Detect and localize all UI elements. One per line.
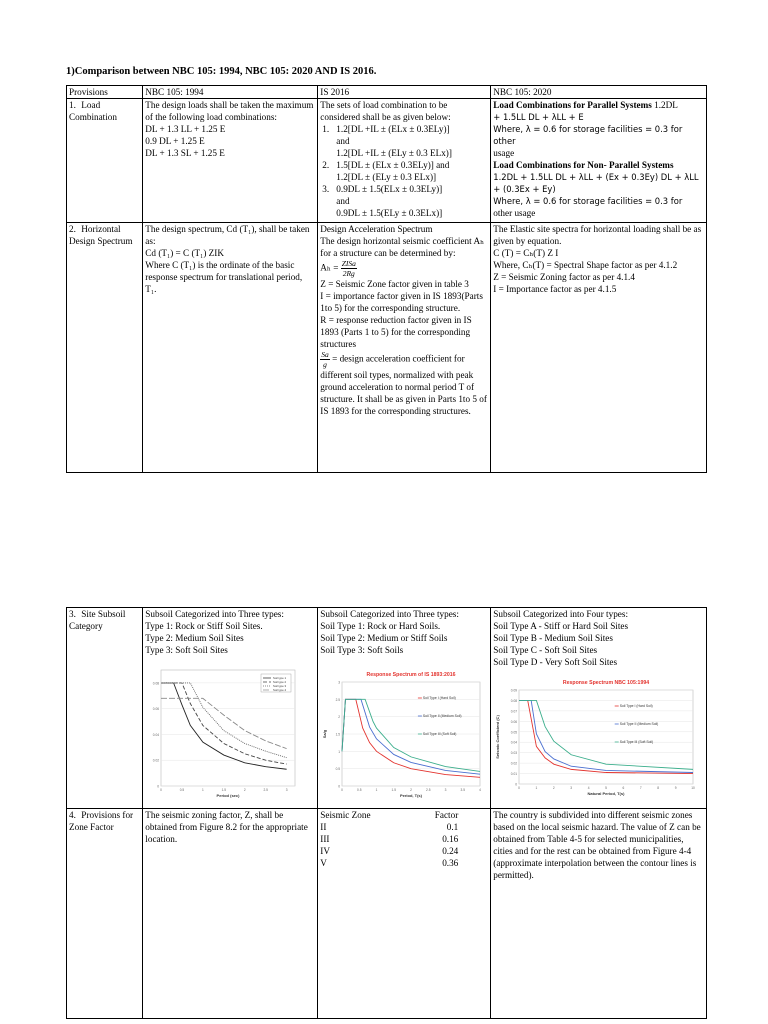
table-row-horizontal-design-spectrum (67, 223, 707, 473)
x-tick-label: 4 (587, 786, 590, 790)
zone-header-row (320, 809, 488, 821)
text-line: Subsoil Categorized into Three types: (320, 609, 459, 619)
x-tick-label: 10 (691, 786, 696, 790)
header-is-2016: IS 2016 (318, 86, 491, 99)
load-combo: 0.9 DL + 1.25 E (145, 136, 205, 146)
y-tick-label: 0 (157, 784, 160, 789)
parallel-systems-rest: 1.2DL (651, 100, 678, 110)
chart-title: Response Spectrum of IS 1893:2016 (366, 672, 456, 678)
parallel-where: Where, λ = 0.6 for storage facilities = 0.3 for other (493, 124, 683, 146)
comparison-table-part-1 (66, 85, 707, 473)
x-tick-label: 2 (553, 786, 555, 790)
y-tick-label: 0 (515, 782, 518, 787)
list-line: 1.2[DL ± (ELy ± 0.3 ELx)] (336, 172, 437, 182)
y-tick-label: 0.06 (153, 707, 160, 712)
load-combo: DL + 1.3 SL + 1.25 E (145, 148, 225, 158)
list-line: 0.9DL ± 1.5(ELy ± 0.3ELx)] (336, 208, 443, 218)
nbc-1994-intro: The design loads shall be taken the maximum of the following load combinations: (145, 100, 314, 122)
table-header-row (67, 86, 707, 99)
x-tick-label: 1.5 (391, 788, 397, 792)
y-tick-label: 0.03 (511, 751, 518, 756)
provision-cell (67, 809, 143, 1019)
text-line: I = Importance factor as per 4.1.5 (493, 284, 617, 294)
x-tick-label: 9 (674, 786, 677, 790)
x-tick-label: 2 (410, 788, 413, 792)
y-tick-label: 0.02 (511, 761, 518, 766)
parallel-usage: usage (493, 148, 515, 158)
header-nbc-1994: NBC 105: 1994 (143, 86, 318, 99)
y-tick-label: 0.07 (511, 709, 518, 714)
x-tick-label: 5 (605, 786, 608, 790)
y-tick-label: 0.09 (511, 688, 518, 693)
x-tick-label: 4 (479, 788, 482, 792)
text-line: Where, Cₕ(T) = Spectral Shape factor as per 4.1.2 (493, 260, 678, 270)
x-tick-label: 2.5 (426, 788, 431, 792)
provision-number: 1. (69, 100, 76, 110)
list-item (320, 159, 488, 183)
text-line: Subsoil Categorized into Three types: (145, 609, 284, 619)
y-tick-label: 0.05 (511, 730, 518, 735)
x-tick-label: 1 (375, 788, 378, 792)
y-tick-label: 0.08 (153, 681, 160, 686)
x-tick-label: 1.5 (221, 788, 227, 792)
nbc-1994-cell: The seismic zoning factor, Z, shall be obtained from Figure 8.2 for the appropriate location. (143, 809, 318, 1019)
zone-row (320, 833, 488, 845)
load-combo: DL + 1.3 LL + 1.25 E (145, 124, 226, 134)
nbc-1994-cell (143, 608, 318, 809)
provision-number: 3. (69, 609, 76, 619)
x-tick-label: 6 (622, 786, 625, 790)
text-line: Soil Type C - Soft Soil Sites (493, 645, 598, 655)
text-line: C (T) = Cₕ(T) Z I (493, 248, 559, 258)
chart-nbc-1994-soil-types (145, 660, 315, 808)
chart-svg (493, 672, 701, 808)
text-line: Z = Seismic Zoning factor as per 4.1.4 (493, 272, 635, 282)
non-parallel-formula: 1.2DL + 1.5LL DL + λLL + (Ex + 0.3Ey) DL + λLL + (0.3Ex + Ey) (493, 172, 699, 194)
zone-factor: 0.16 (442, 834, 459, 844)
list-line: and (336, 196, 350, 206)
legend-label: Soil Type II (Medium Soil) (619, 722, 659, 727)
x-tick-label: 3 (444, 788, 447, 792)
text-line: Type 3: Soft Soil Sites (145, 645, 228, 655)
zone-factor: 0.1 (446, 822, 459, 832)
nbc-1994-cell (143, 223, 318, 473)
list-item (320, 183, 488, 219)
design-coefficient-intro: The design horizontal seismic coefficient Aₕ for a structure can be determined by: (320, 236, 485, 258)
x-tick-label: 1 (535, 786, 538, 790)
x-tick-label: 2 (244, 788, 246, 792)
provision-cell (67, 608, 143, 809)
legend-label: Soil Type III (Soft Soil) (423, 732, 457, 737)
provision-cell (67, 223, 143, 473)
y-tick-label: 0.04 (153, 732, 160, 737)
text-line: Soil Type B - Medium Soil Sites (493, 633, 613, 643)
provision-cell (67, 99, 143, 223)
list-number: 2. (322, 160, 330, 170)
y-tick-label: 1 (338, 749, 341, 754)
y-tick-label: 2.5 (335, 697, 341, 702)
chart-nbc-105-1994-response-spectrum (493, 672, 704, 808)
zone-name: III (320, 834, 330, 844)
nbc-1994-cell (143, 99, 318, 223)
x-tick-label: 2.5 (263, 788, 269, 792)
list-number: 3. (322, 184, 330, 194)
legend-label: Soil type 1 (273, 676, 287, 681)
chart-is-1893-response-spectrum (320, 660, 488, 808)
x-tick-label: 0.5 (357, 788, 362, 792)
parallel-systems-title: Load Combinations for Parallel Systems (493, 100, 652, 110)
y-axis-label: Seismic Coefficient (C) (495, 715, 501, 759)
text-line: Soil Type 2: Medium or Stiff Soils (320, 633, 448, 643)
list-line: 1.5[DL ± (ELx ± 0.3ELy)] and (336, 160, 450, 170)
sa-definition (320, 350, 488, 417)
zone-row (320, 857, 488, 869)
nbc-2020-cell (491, 608, 707, 809)
y-axis-label: Sa/g (322, 729, 328, 739)
text-line: Type 2: Medium Soil Sites (145, 633, 244, 643)
provision-title: Provisions for Zone Factor (69, 810, 134, 832)
x-tick-label: 0.5 (180, 788, 185, 792)
y-tick-label: 0 (338, 784, 341, 789)
fraction-numerator: ZISa (341, 259, 356, 268)
zone-factor: 0.36 (442, 858, 459, 868)
fraction-numerator: Sa (321, 350, 329, 359)
x-tick-label: 7 (640, 786, 642, 790)
fraction-denominator: g (323, 360, 327, 369)
x-axis-label: Period (sec) (216, 793, 240, 798)
zone-row (320, 845, 488, 857)
x-tick-label: 3 (570, 786, 573, 790)
legend-label: Soil Type I (Hard Soil) (423, 696, 457, 701)
is-2016-cell (318, 223, 491, 473)
nbc-2020-cell: The country is subdivided into different seismic zones based on the local seismic hazard. The value of Z can be obtained from Table 4-5 for selected municipalities, cities and for the rest can be obtained from Figure 4-4 (approximate interpolation between the contour lines is permitted). (491, 809, 707, 1019)
non-parallel-where: Where, λ = 0.6 for storage facilities = 0.3 for (493, 196, 683, 206)
zone-header: Seismic Zone (320, 810, 371, 820)
y-tick-label: 1.5 (335, 732, 341, 737)
sa-fraction (320, 350, 330, 369)
legend-label: Soil Type I (Hard Soil) (619, 704, 653, 709)
is-2016-intro: The sets of load combination to be considered shall be as given below: (320, 100, 451, 122)
text-line: The Elastic site spectra for horizontal loading shall be as given by equation. (493, 224, 702, 246)
x-tick-label: 3 (286, 788, 288, 792)
y-tick-label: 0.01 (511, 772, 518, 777)
provision-title: Load Combination (69, 100, 117, 122)
list-line: 0.9DL ± 1.5(ELx ± 0.3ELy)] (336, 184, 443, 194)
formula-lhs: Aₕ = (320, 262, 339, 273)
text-line: Soil Type 1: Rock or Hard Soils. (320, 621, 441, 631)
text-line: Subsoil Categorized into Four types: (493, 609, 629, 619)
y-tick-label: 0.02 (153, 758, 160, 763)
y-tick-label: 0.5 (335, 767, 341, 772)
nbc-2020-cell (491, 223, 707, 473)
nbc-2020-cell (491, 99, 707, 223)
formula-fraction (341, 259, 357, 278)
text-line: Soil Type 3: Soft Soils (320, 645, 404, 655)
legend-label: Soil type 3 (273, 684, 287, 689)
list-item (320, 123, 488, 159)
text-line: The design spectrum, Cd (T₁), shall be taken as: (145, 224, 310, 246)
non-parallel-systems-title: Load Combinations for Non- Parallel Systems (493, 160, 674, 170)
legend-label: Soil Type III (Soft Soil) (619, 740, 654, 745)
page-heading: 1)Comparison between NBC 105: 1994, NBC 105: 2020 AND IS 2016. (66, 66, 377, 77)
is-2016-cell (318, 608, 491, 809)
provision-title: Horizontal Design Spectrum (69, 224, 133, 246)
zone-factor: 0.24 (442, 846, 459, 856)
definition-line: Z = Seismic Zone factor given in table 3 (320, 279, 469, 289)
non-parallel-usage: other usage (493, 208, 536, 218)
x-axis-label: Period, T(s) (400, 793, 423, 798)
provision-number: 4. (69, 810, 76, 820)
list-number: 1. (322, 124, 330, 134)
sa-definition-text: = design acceleration coefficient for different soil types, normalized with peak ground acceleration to normal period T of structure. It shall be as given in Parts 1to 5 of IS 1893 for the corresponding structures. (320, 353, 487, 416)
is-2016-cell (318, 99, 491, 223)
x-axis-label: Natural Period, T(s) (587, 791, 625, 796)
text-line: Where C (T₁) is the ordinate of the basic response spectrum for translational period, T₁. (145, 260, 303, 294)
design-acceleration-title: Design Acceleration Spectrum (320, 224, 433, 234)
x-tick-label: 1 (202, 788, 205, 792)
list-line: and (336, 136, 350, 146)
x-tick-label: 3.5 (460, 788, 466, 792)
ah-formula (320, 259, 488, 278)
zone-name: II (320, 822, 327, 832)
factor-header: Factor (434, 810, 459, 820)
provision-title: Site Subsoil Category (69, 609, 126, 631)
plot-area (519, 690, 693, 784)
fraction-denominator: 2Rg (342, 269, 355, 278)
comparison-table-part-2 (66, 607, 707, 1019)
header-nbc-2020: NBC 105: 2020 (491, 86, 707, 99)
definition-line: I = importance factor given in IS 1893(Parts 1to 5) for the corresponding structure. (320, 291, 483, 313)
zone-name: V (320, 858, 327, 868)
x-tick-label: 0 (341, 788, 344, 792)
zone-row (320, 821, 488, 833)
text-line: Type 1: Rock or Stiff Soil Sites. (145, 621, 263, 631)
y-tick-label: 0.08 (511, 698, 518, 703)
header-provisions: Provisions (67, 86, 143, 99)
parallel-formula: + 1.5LL DL + λLL + E (493, 112, 584, 122)
legend-label: Soil Type II (Medium Soil) (423, 714, 462, 719)
x-tick-label: 0 (518, 786, 521, 790)
table-row-zone-factor (67, 809, 707, 1019)
y-tick-label: 3 (338, 680, 341, 685)
is-2016-cell (318, 809, 491, 1019)
x-tick-label: 8 (657, 786, 660, 790)
y-tick-label: 2 (338, 715, 341, 720)
chart-svg (145, 660, 313, 808)
y-tick-label: 0.04 (511, 740, 518, 745)
legend-label: Soil type 2 (273, 680, 287, 685)
provision-number: 2. (69, 224, 76, 234)
table-row-load-combination (67, 99, 707, 223)
x-tick-label: 0 (160, 788, 163, 792)
list-line: 1.2[DL +IL ± (ELx ± 0.3ELy)] (336, 124, 450, 134)
text-line: Soil Type D - Very Soft Soil Sites (493, 657, 618, 667)
zone-name: IV (320, 846, 330, 856)
table-row-site-subsoil-category (67, 608, 707, 809)
chart-title: Response Spectrum NBC 105:1994 (563, 680, 650, 686)
y-tick-label: 0.06 (511, 719, 518, 724)
text-line: Cd (T₁) = C (T₁) ZIK (145, 248, 224, 258)
text-line: Soil Type A - Stiff or Hard Soil Sites (493, 621, 629, 631)
legend-label: Soil type 4 (273, 688, 287, 693)
list-line: 1.2[DL +IL ± (ELy ± 0.3 ELx)] (336, 148, 452, 158)
definition-line: R = response reduction factor given in IS 1893 (Parts 1 to 5) for the corresponding structures (320, 315, 472, 349)
chart-svg (320, 660, 486, 808)
